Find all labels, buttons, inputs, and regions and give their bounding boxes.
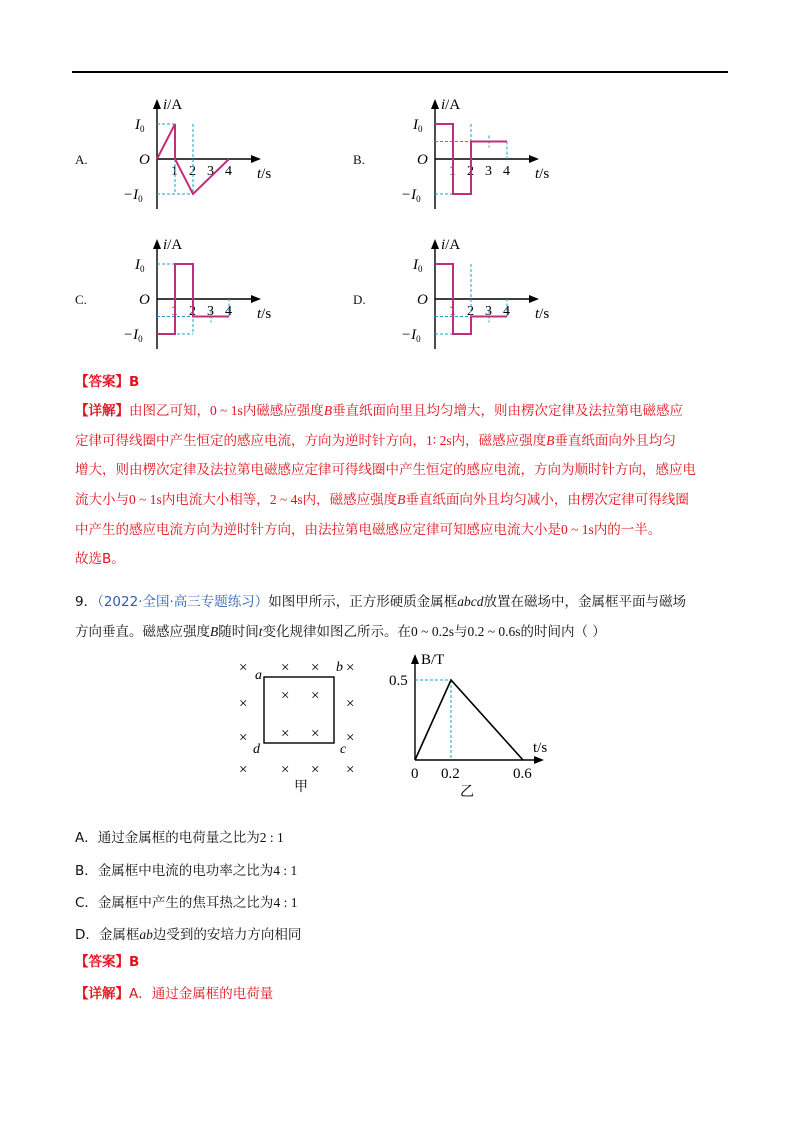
time-range: 0 ~ 1s xyxy=(129,492,162,507)
x-axis-label: t/s xyxy=(535,306,550,322)
symbol-ab: ab xyxy=(139,927,153,942)
tick-label: 3 xyxy=(485,304,492,319)
q8-answer xyxy=(75,368,735,397)
tick-label: 3 xyxy=(207,304,214,319)
tick-label: 3 xyxy=(485,164,492,179)
field-cross: × xyxy=(346,660,355,676)
neg-i0-label: $-I_0$ xyxy=(123,187,143,204)
y-axis-label: i/A xyxy=(441,97,461,113)
tick-label: 4 xyxy=(225,164,232,179)
detail-tag: 【详解】 xyxy=(75,986,129,1002)
q9-line-1 xyxy=(75,587,735,617)
origin-label: O xyxy=(139,152,150,168)
stem-text: 的时间内（ ） xyxy=(520,624,606,640)
choice-ratio: 2 : 1 xyxy=(259,830,284,845)
question-source: （2022·全国·高三专题练习） xyxy=(97,594,269,610)
tick-label: 1 xyxy=(449,304,456,319)
choice-text: B．金属框中电流的电功率之比为 xyxy=(75,863,274,879)
choice-ratio: 4 : 1 xyxy=(273,895,298,910)
detail-text: 垂直纸面向外且均匀 xyxy=(554,433,676,449)
stem-text: 方向垂直。磁感应强度 xyxy=(75,624,210,640)
x-tick: 0.2 xyxy=(441,766,460,782)
tick-label: 3 xyxy=(207,164,214,179)
corner-b: b xyxy=(336,660,343,675)
current-graph xyxy=(380,235,555,355)
neg-i0-label: $-I_0$ xyxy=(401,327,421,344)
field-cross: × xyxy=(311,762,320,778)
caption-yi: 乙 xyxy=(460,784,474,798)
neg-i0-label: $-I_0$ xyxy=(401,187,421,204)
detail-text: 由图乙可知， xyxy=(129,403,210,419)
field-cross: × xyxy=(346,762,355,778)
q9-answer xyxy=(75,948,735,977)
choice-text: 边受到的安培力方向相同 xyxy=(152,927,302,943)
tick-label: 4 xyxy=(225,304,232,319)
tick-label: 2 xyxy=(189,304,196,319)
x-tick: 0 xyxy=(411,766,419,782)
time-range: 0.2 ~ 0.6s xyxy=(467,624,521,639)
choice-b[interactable] xyxy=(75,859,297,879)
question-number: 9． xyxy=(75,594,98,610)
detail-text: 内，磁感应强度 xyxy=(302,492,398,508)
choice-a[interactable] xyxy=(75,826,284,846)
figure-yi xyxy=(380,648,555,798)
time-range: 0 ~ 1s xyxy=(210,403,243,418)
option-label[interactable]: C. xyxy=(75,292,87,307)
field-cross: × xyxy=(346,696,355,712)
symbol-abcd: abcd xyxy=(457,594,484,609)
choice-text: A．通过金属框的电荷量之比为 xyxy=(75,830,260,846)
field-cross: × xyxy=(239,762,248,778)
stem-text: 放置在磁场中，金属框平面与磁场 xyxy=(483,594,687,610)
choice-c[interactable] xyxy=(75,891,297,911)
header-rule xyxy=(72,71,728,73)
tick-label: 2 xyxy=(467,164,474,179)
corner-c: c xyxy=(340,742,347,757)
i0-label: $I_0$ xyxy=(413,117,423,134)
detail-line-2 xyxy=(75,426,735,456)
y-axis-label: i/A xyxy=(163,237,183,253)
detail-text: 内的一半。 xyxy=(593,522,662,538)
option-label[interactable]: A. xyxy=(75,152,88,167)
q9-stem xyxy=(75,587,735,647)
metal-frame xyxy=(264,677,334,743)
origin-label: O xyxy=(417,152,428,168)
neg-i0-label: $-I_0$ xyxy=(123,327,143,344)
x-axis-label: t/s xyxy=(257,166,272,182)
current-graph xyxy=(380,95,555,215)
time-range: 2 ~ 4s xyxy=(269,492,303,507)
i0-label: $I_0$ xyxy=(135,117,145,134)
current-graph xyxy=(102,235,277,355)
field-cross: × xyxy=(239,696,248,712)
field-cross: × xyxy=(281,762,290,778)
y-axis-label: B/T xyxy=(421,652,445,668)
y-axis-label: i/A xyxy=(441,237,461,253)
field-cross: × xyxy=(346,730,355,746)
symbol-t: t xyxy=(258,624,263,639)
y-tick: 0.5 xyxy=(389,673,408,689)
i0-label: $I_0$ xyxy=(413,257,423,274)
time-range: 0 ~ 0.2s xyxy=(411,624,454,639)
tick-label: 1 xyxy=(171,164,178,179)
detail-text: A．通过金属框的电荷量 xyxy=(129,986,274,1002)
answer-tag: 【答案】B xyxy=(75,374,140,390)
option-label[interactable]: D. xyxy=(353,292,366,307)
tick-label: 4 xyxy=(503,164,510,179)
stem-text: 随时间 xyxy=(218,624,259,640)
stem-text: 与 xyxy=(453,624,468,640)
q8-detail xyxy=(75,396,735,574)
detail-line-4 xyxy=(75,485,735,515)
detail-line-3 xyxy=(75,456,735,485)
detail-line-1 xyxy=(75,396,735,426)
y-axis-label: i/A xyxy=(163,97,183,113)
time-range: 0 ~ 1s xyxy=(561,522,594,537)
field-cross: × xyxy=(311,688,320,704)
choice-text: D．金属框 xyxy=(75,927,140,943)
time-range: 1∶ 2s xyxy=(426,433,452,448)
figure-jia xyxy=(236,655,366,795)
detail-text: 内，磁感应强度 xyxy=(451,433,547,449)
field-cross: × xyxy=(311,726,320,742)
field-cross: × xyxy=(239,730,248,746)
tick-label: 1 xyxy=(171,304,178,319)
b-curve xyxy=(415,680,523,760)
corner-d: d xyxy=(253,742,260,757)
option-label[interactable]: B. xyxy=(353,152,365,167)
field-cross: × xyxy=(239,660,248,676)
detail-conclusion: 故选B。 xyxy=(75,551,125,567)
x-tick: 0.6 xyxy=(513,766,532,782)
field-cross: × xyxy=(311,660,320,676)
x-axis-label: t/s xyxy=(535,166,550,182)
field-cross: × xyxy=(281,688,290,704)
detail-tag: 【详解】 xyxy=(75,403,129,419)
symbol-b: B xyxy=(397,492,406,507)
x-axis-label: t/s xyxy=(533,740,548,756)
choice-d[interactable] xyxy=(75,923,301,943)
detail-text: 流大小与 xyxy=(75,492,129,508)
current-graph xyxy=(102,95,277,215)
detail-text: 内磁感应强度 xyxy=(242,403,324,419)
detail-text: 内电流大小相等， xyxy=(161,492,270,508)
tick-label: 4 xyxy=(503,304,510,319)
detail-text: 增大，则由楞次定律及法拉第电磁感应定律可得线圈中产生恒定的感应电流，方向为顺时针方向，感应电 xyxy=(75,462,696,478)
detail-text: 垂直纸面向里且均匀增大，则由楞次定律及法拉第电磁感应 xyxy=(332,403,684,419)
detail-text: 中产生的感应电流方向为逆时针方向，由法拉第电磁感应定律可知感应电流大小是 xyxy=(75,522,561,538)
choice-ratio: 4 : 1 xyxy=(273,863,298,878)
i0-label: $I_0$ xyxy=(135,257,145,274)
tick-label: 2 xyxy=(467,304,474,319)
origin-label: O xyxy=(417,292,428,308)
stem-text: 变化规律如图乙所示。在 xyxy=(262,624,412,640)
field-cross: × xyxy=(281,726,290,742)
caption-jia: 甲 xyxy=(294,779,308,795)
field-cross: × xyxy=(281,660,290,676)
detail-line-5 xyxy=(75,515,735,545)
symbol-b: B xyxy=(546,433,555,448)
tick-label: 2 xyxy=(189,164,196,179)
answer-tag: 【答案】B xyxy=(75,954,140,970)
tick-label: 1 xyxy=(449,164,456,179)
q9-line-2 xyxy=(75,617,735,647)
detail-text: 垂直纸面向外且均匀减小，由楞次定律可得线圈 xyxy=(405,492,689,508)
x-axis-label: t/s xyxy=(257,306,272,322)
corner-a: a xyxy=(255,668,262,683)
q9-detail xyxy=(75,980,735,1009)
origin-label: O xyxy=(139,292,150,308)
detail-text: 定律可得线圈中产生恒定的感应电流，方向为逆时针方向， xyxy=(75,433,426,449)
symbol-b: B xyxy=(210,624,219,639)
stem-text: 如图甲所示，正方形硬质金属框 xyxy=(268,594,458,610)
choice-text: C．金属框中产生的焦耳热之比为 xyxy=(75,895,274,911)
symbol-b: B xyxy=(323,403,333,418)
